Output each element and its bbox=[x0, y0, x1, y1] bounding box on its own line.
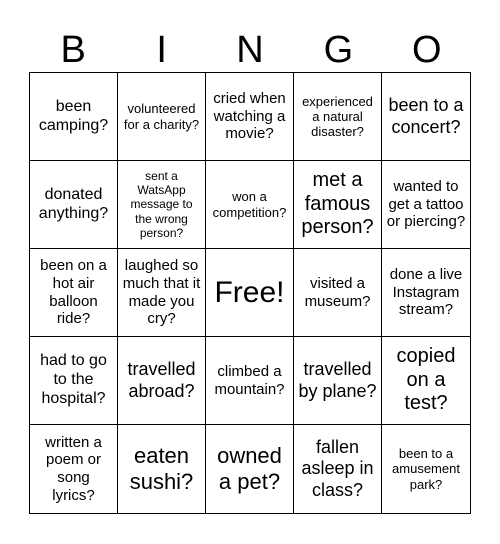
cell-label: laughed so much that it made you cry? bbox=[122, 257, 201, 328]
bingo-cell-r5-c1[interactable] bbox=[30, 425, 118, 513]
bingo-cell-r3-c2[interactable] bbox=[118, 249, 206, 337]
bingo-grid bbox=[29, 72, 471, 514]
bingo-cell-r4-c4[interactable] bbox=[294, 337, 382, 425]
cell-label: sent a WatsApp message to the wrong person? bbox=[130, 169, 193, 240]
bingo-cell-r4-c5[interactable] bbox=[382, 337, 470, 425]
bingo-cell-r4-c2[interactable] bbox=[118, 337, 206, 425]
cell-label: fallen asleep in class? bbox=[301, 437, 374, 500]
cell-label: met a famous person? bbox=[301, 169, 374, 239]
cell-label: copied on a test? bbox=[396, 345, 456, 415]
cell-label: eaten sushi? bbox=[129, 443, 194, 494]
bingo-cell-r1-c1[interactable] bbox=[30, 73, 118, 161]
cell-label: been on a hot air balloon ride? bbox=[40, 257, 107, 328]
cell-label: visited a museum? bbox=[304, 274, 371, 310]
cell-label: won a competition? bbox=[212, 189, 287, 220]
free-space-label: Free! bbox=[214, 275, 285, 309]
header-letter-g: G bbox=[323, 29, 354, 71]
cell-label: climbed a mountain? bbox=[214, 362, 285, 398]
cell-label: been to a amusement park? bbox=[392, 446, 460, 492]
bingo-cell-r3-c5[interactable] bbox=[382, 249, 470, 337]
cell-label: had to go to the hospital? bbox=[40, 352, 107, 407]
cell-label: donated anything? bbox=[38, 185, 109, 222]
cell-label: been to a concert? bbox=[388, 95, 464, 137]
cell-label: done a live Instagram stream? bbox=[389, 265, 463, 319]
bingo-cell-r1-c4[interactable] bbox=[294, 73, 382, 161]
bingo-cell-r3-c1[interactable] bbox=[30, 249, 118, 337]
bingo-cell-r4-c3[interactable] bbox=[206, 337, 294, 425]
bingo-cell-r2-c2[interactable] bbox=[118, 161, 206, 249]
bingo-header bbox=[29, 26, 471, 74]
bingo-cell-r5-c2[interactable] bbox=[118, 425, 206, 513]
bingo-cell-r2-c5[interactable] bbox=[382, 161, 470, 249]
bingo-cell-free[interactable] bbox=[206, 249, 294, 337]
bingo-cell-r1-c3[interactable] bbox=[206, 73, 294, 161]
bingo-cell-r2-c1[interactable] bbox=[30, 161, 118, 249]
header-letter-b: B bbox=[60, 29, 86, 71]
bingo-cell-r3-c4[interactable] bbox=[294, 249, 382, 337]
cell-label: volunteered for a charity? bbox=[123, 101, 200, 132]
bingo-cell-r2-c3[interactable] bbox=[206, 161, 294, 249]
cell-label: wanted to get a tattoo or piercing? bbox=[386, 177, 466, 231]
bingo-cell-r1-c2[interactable] bbox=[118, 73, 206, 161]
header-letter-o: O bbox=[412, 29, 442, 71]
cell-label: travelled by plane? bbox=[298, 359, 377, 401]
bingo-cell-r2-c4[interactable] bbox=[294, 161, 382, 249]
header-letter-i: I bbox=[156, 29, 167, 71]
cell-label: experienced a natural disaster? bbox=[302, 93, 373, 140]
cell-label: written a poem or song lyrics? bbox=[45, 433, 102, 504]
bingo-cell-r5-c4[interactable] bbox=[294, 425, 382, 513]
bingo-cell-r4-c1[interactable] bbox=[30, 337, 118, 425]
bingo-cell-r5-c3[interactable] bbox=[206, 425, 294, 513]
cell-label: been camping? bbox=[38, 97, 109, 134]
header-letter-n: N bbox=[236, 29, 264, 71]
cell-label: owned a pet? bbox=[217, 443, 282, 494]
cell-label: travelled abroad? bbox=[127, 359, 196, 401]
cell-label: cried when watching a movie? bbox=[213, 89, 286, 143]
bingo-cell-r5-c5[interactable] bbox=[382, 425, 470, 513]
bingo-cell-r1-c5[interactable] bbox=[382, 73, 470, 161]
